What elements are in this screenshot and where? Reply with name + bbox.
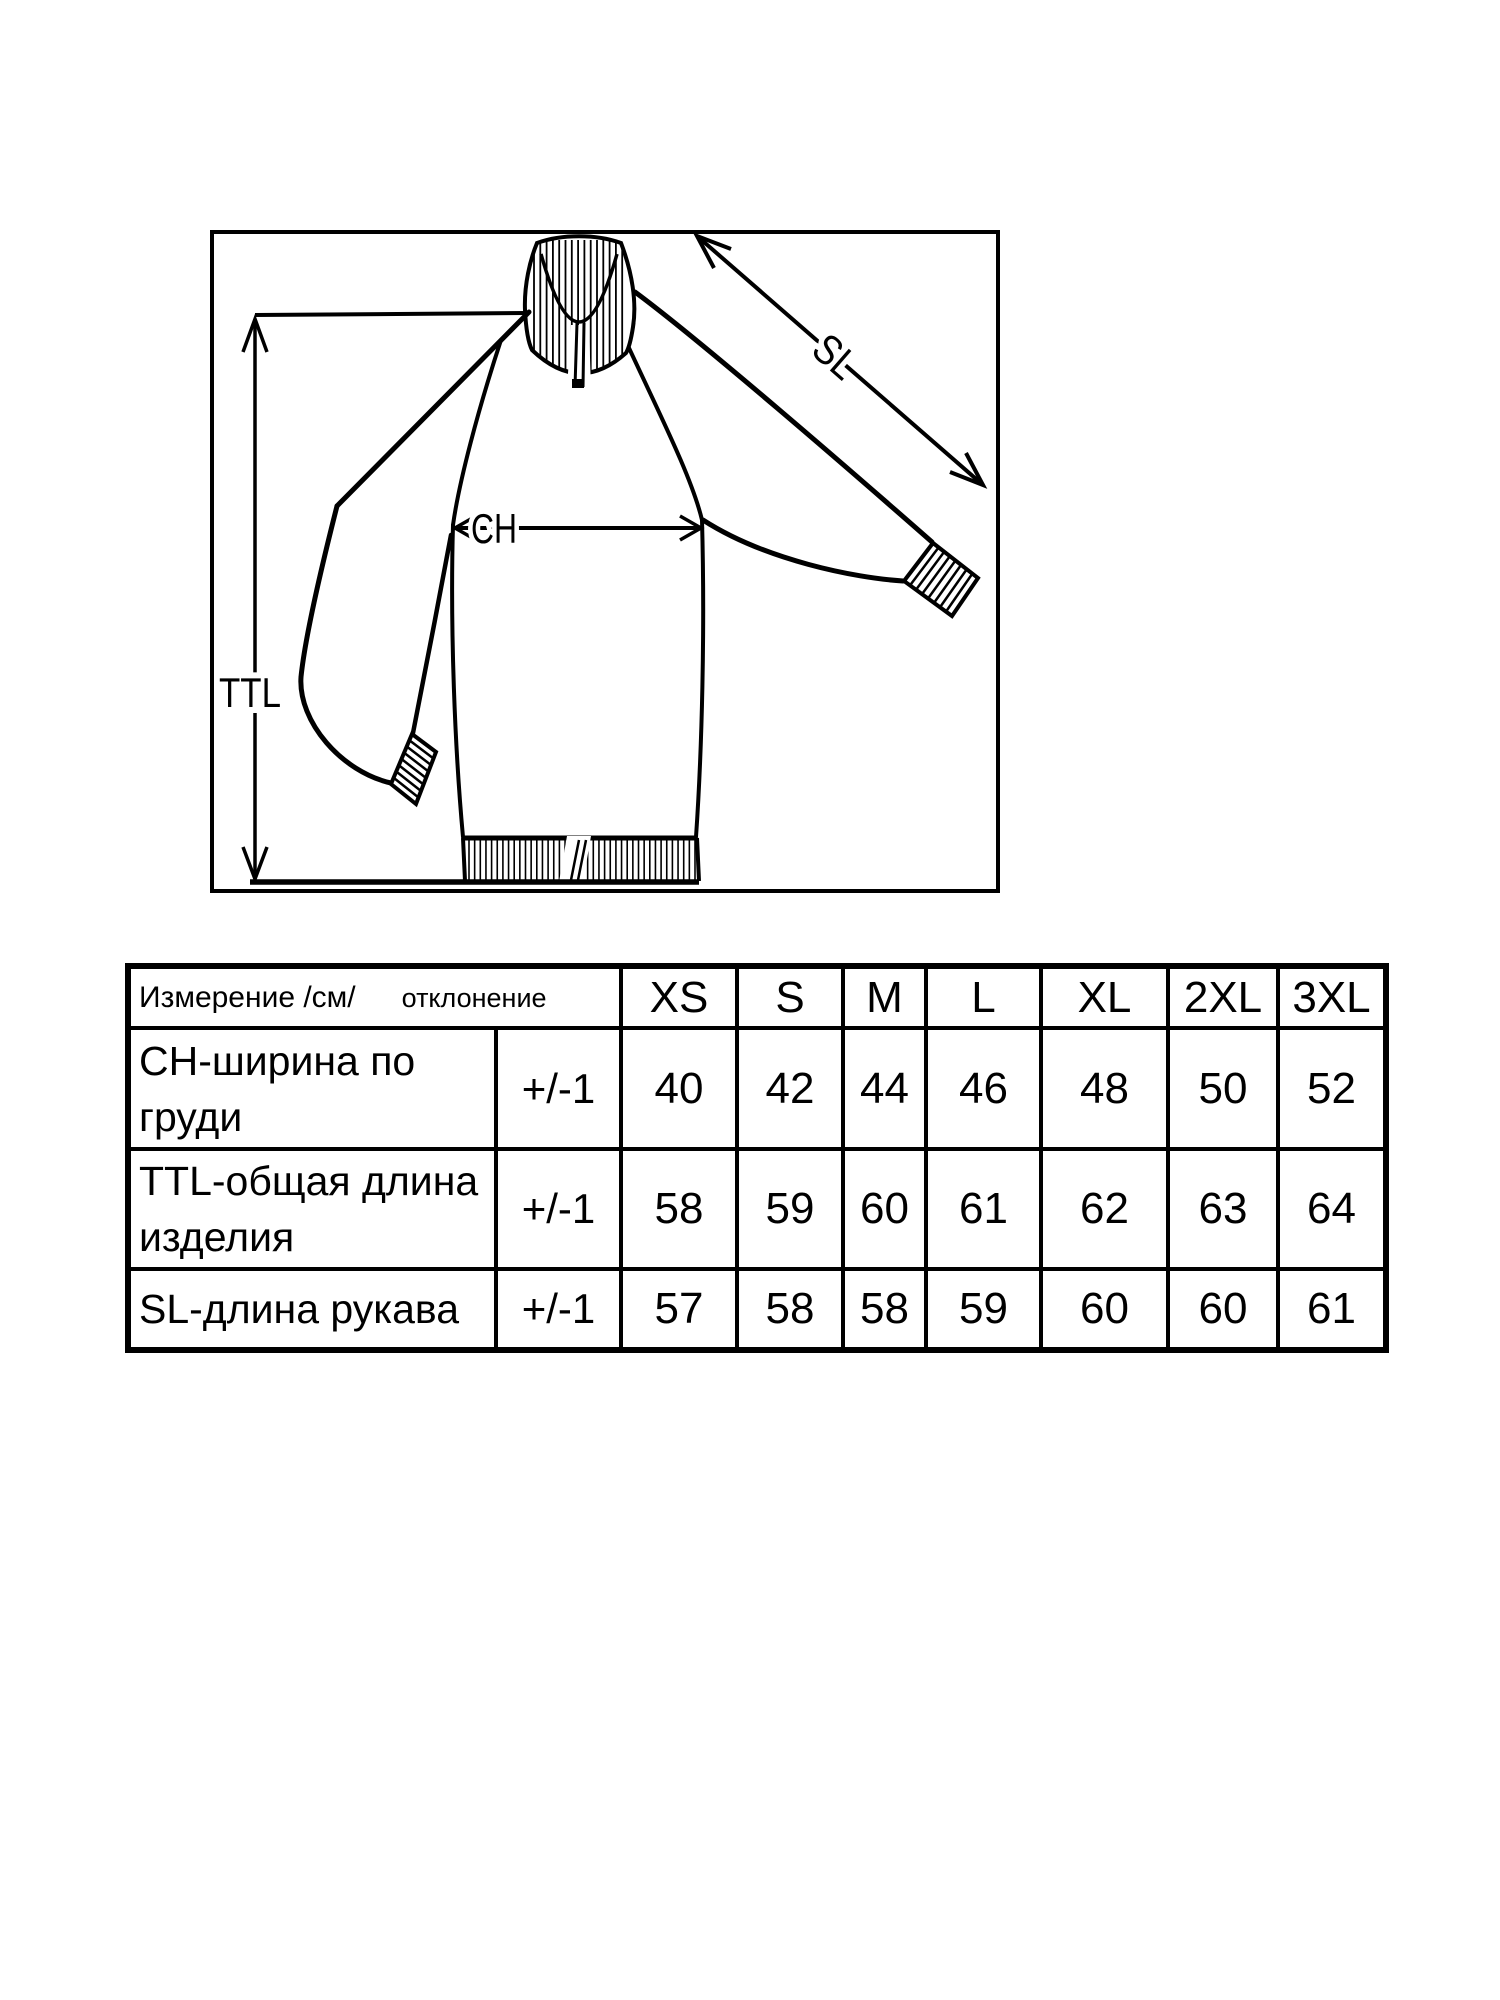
right-cuff: [904, 543, 978, 616]
size-header-3xl: 3XL: [1278, 966, 1386, 1028]
ttl-label: TTL: [219, 669, 281, 716]
sweater-sketch: [210, 230, 1000, 893]
row-label: TTL-общая длина изделия: [128, 1149, 496, 1269]
value-cell: 44: [843, 1028, 926, 1149]
value-cell: 50: [1168, 1028, 1278, 1149]
ttl-arrow: [243, 313, 699, 882]
size-header-m: M: [843, 966, 926, 1028]
measure-label: Измерение /см/: [139, 980, 356, 1014]
value-cell: 57: [621, 1269, 737, 1350]
value-cell: 60: [843, 1149, 926, 1269]
deviation-value: +/-1: [496, 1269, 621, 1350]
size-header-xl: XL: [1041, 966, 1168, 1028]
value-cell: 62: [1041, 1149, 1168, 1269]
right-sleeve-outer: [635, 292, 932, 542]
left-sleeve-outer: [301, 506, 391, 783]
value-cell: 60: [1041, 1269, 1168, 1350]
value-cell: 61: [926, 1149, 1041, 1269]
left-sleeve-inner: [413, 535, 451, 733]
size-header-l: L: [926, 966, 1041, 1028]
table-row-chest: [128, 1028, 1386, 1149]
sl-label: SL: [803, 324, 874, 394]
deviation-label: отклонение: [401, 982, 547, 1013]
value-cell: 48: [1041, 1028, 1168, 1149]
body-right-edge: [696, 520, 703, 837]
row-label: SL-длина рукава: [128, 1269, 496, 1350]
size-header-s: S: [737, 966, 843, 1028]
value-cell: 46: [926, 1028, 1041, 1149]
table-row-total-length: [128, 1149, 1386, 1269]
garment-diagram: [210, 230, 1000, 893]
right-raglan-seam: [629, 348, 702, 520]
deviation-value: +/-1: [496, 1028, 621, 1149]
value-cell: 42: [737, 1028, 843, 1149]
value-cell: 64: [1278, 1149, 1386, 1269]
value-cell: 40: [621, 1028, 737, 1149]
deviation-value: +/-1: [496, 1149, 621, 1269]
value-cell: 59: [737, 1149, 843, 1269]
value-cell: 63: [1168, 1149, 1278, 1269]
value-cell: 58: [737, 1269, 843, 1350]
size-header-xs: XS: [621, 966, 737, 1028]
body-left-edge: [452, 525, 463, 837]
collar: [525, 236, 634, 398]
right-sleeve-inner: [703, 520, 903, 581]
table-row-sleeve: [128, 1269, 1386, 1350]
zipper-pull: [572, 379, 584, 388]
table-header-row: [128, 966, 1386, 1028]
value-cell: 58: [843, 1269, 926, 1350]
value-cell: 61: [1278, 1269, 1386, 1350]
size-header-2xl: 2XL: [1168, 966, 1278, 1028]
value-cell: 59: [926, 1269, 1041, 1350]
hem-band: [463, 836, 699, 882]
ch-label: CH: [471, 505, 517, 552]
value-cell: 52: [1278, 1028, 1386, 1149]
row-label: CH-ширина по груди: [128, 1028, 496, 1149]
size-table: [125, 963, 1389, 1353]
value-cell: 60: [1168, 1269, 1278, 1350]
value-cell: 58: [621, 1149, 737, 1269]
measure-header-cell: [128, 966, 621, 1028]
left-cuff: [391, 734, 436, 804]
